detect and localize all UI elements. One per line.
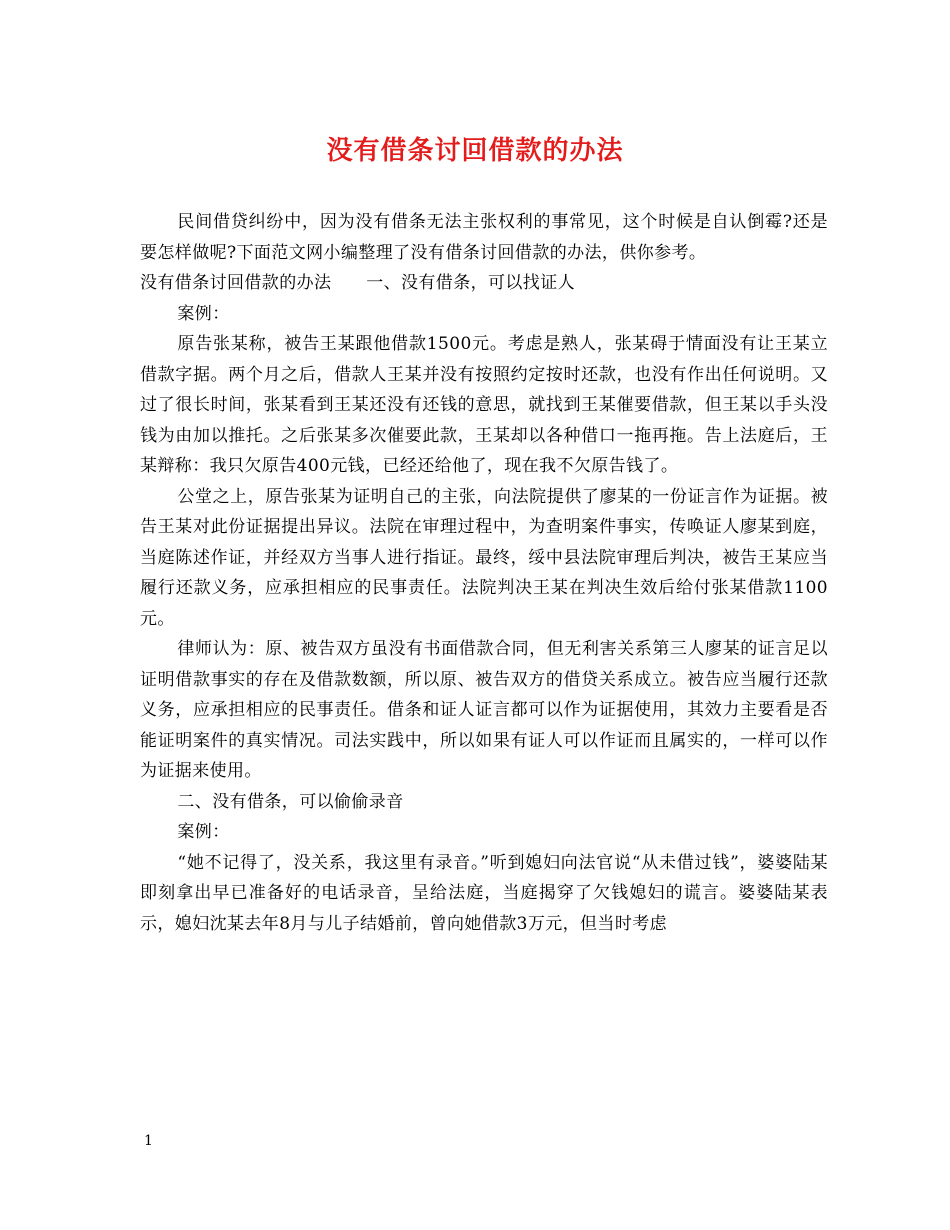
paragraph-intro: 民间借贷纠纷中，因为没有借条无法主张权利的事常见，这个时候是自认倒霉?还是要怎样做呢?下面范文网小编整理了没有借条讨回借款的办法，供你参考。 (140, 212, 828, 263)
case-label-1: 案例： (177, 303, 230, 324)
document-body (140, 207, 828, 939)
section-heading-2: 二、没有借条，可以偷偷录音 (177, 791, 404, 812)
case-label-2: 案例： (177, 822, 230, 842)
section-heading-1: 没有借条讨回借款的办法 一、没有借条，可以找证人 (140, 273, 575, 293)
document-title: 没有借条讨回借款的办法 (326, 136, 624, 166)
paragraph-case-1: 原告张某称，被告王某跟他借款1500元。考虑是熟人，张某碍于情面没有让王某立借款字据。两个月之后，借款人王某并没有按照约定按时还款，也没有作出任何说明。又过了很长时间，张某看到王某还没有还钱的意思，就找到王某催要借款，但王某以手头没钱为由加以推托。之后张某多次催要此款，王某却以各种借口一拖再拖。告上法庭后，王某辩称：我只欠原告400元钱，已经还给他了，现在我不欠原告钱了。 (140, 334, 828, 476)
paragraph-case-2: “她不记得了，没关系，我这里有录音。”听到媳妇向法官说“从未借过钱”，婆婆陆某即刻拿出早已准备好的电话录音，呈给法庭，当庭揭穿了欠钱媳妇的谎言。婆婆陆某表示，媳妇沈某去年8月与儿子结婚前，曾向她借款3万元，但当时考虑 (140, 852, 828, 934)
paragraph-lawyer-opinion: 律师认为：原、被告双方虽没有书面借款合同，但无利害关系第三人廖某的证言足以证明借款事实的存在及借款数额，所以原、被告双方的借贷关系成立。被告应当履行还款义务，应承担相应的民事责任。借条和证人证言都可以作为证据使用，其效力主要看是否能证明案件的真实情况。司法实践中，所以如果有证人可以作证而且属实的，一样可以作为证据来使用。 (140, 639, 828, 781)
page-number: 1 (144, 1133, 153, 1149)
paragraph-court-1: 公堂之上，原告张某为证明自己的主张，向法院提供了廖某的一份证言作为证据。被告王某对此份证据提出异议。法院在审理过程中，为查明案件事实，传唤证人廖某到庭，当庭陈述作证，并经双方当事人进行指证。最终，绥中县法院审理后判决，被告王某应当履行还款义务，应承担相应的民事责任。法院判决王某在判决生效后给付张某借款1100元。 (140, 486, 828, 629)
